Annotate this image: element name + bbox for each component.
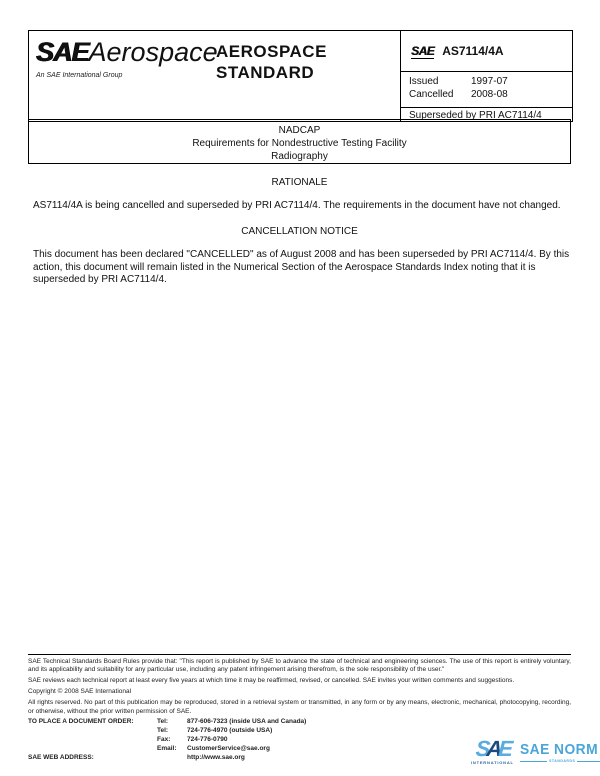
title-line-requirements: Requirements for Nondestructive Testing Facility <box>192 138 407 149</box>
issued-label: Issued <box>409 76 439 88</box>
dates-row <box>401 72 572 108</box>
document-type-line1: AEROSPACE <box>216 42 327 61</box>
tagline-dash-left <box>520 761 547 762</box>
rights-notice: All rights reserved. No part of this publication may be reproduced, stored in a retrieval system or transmitted, in any form or by any means, electronic, mechanical, photocopying, recording, or otherwise, without the prior written permission of SAE. <box>28 699 571 715</box>
rationale-paragraph: AS7114/4A is being cancelled and superseded by PRI AC7114/4. The requirements in the document have not changed. <box>33 200 561 211</box>
document-number: AS7114/4A <box>442 44 504 59</box>
header-right-cell <box>400 31 572 121</box>
tagline-dash-right <box>577 761 600 762</box>
sae-norm-logo <box>471 736 600 765</box>
cancelled-line <box>409 88 572 101</box>
logo-tagline: An SAE International Group <box>36 72 123 79</box>
sae-mark-a: A <box>485 736 500 761</box>
sae-norm-wordmark <box>520 739 600 763</box>
contact-value: 877-606-7323 (inside USA and Canada) <box>187 718 307 726</box>
sae-norm-name: SAE NORM <box>519 741 598 758</box>
web-address-value: http://www.sae.org <box>187 753 245 761</box>
contact-value: 724-776-4970 (outside USA) <box>187 727 273 735</box>
sae-aerospace-wordmark <box>36 39 218 70</box>
footer-divider <box>28 654 571 655</box>
contact-value: 724-776-0790 <box>187 736 228 744</box>
cancellation-paragraph: This document has been declared "CANCELLED" as of August 2008 and has been superseded by PRI AC7114/4. By this action, this document will remain listed in the Numerical Section of the Aerospace Standards Index noting that it is superseded by PRI AC7114/4. <box>33 249 570 286</box>
contact-value: CustomerService@sae.org <box>187 744 270 752</box>
spacer <box>28 745 157 754</box>
document-type-line2: STANDARD <box>216 63 315 82</box>
issued-line <box>409 75 572 88</box>
sae-mark-letters <box>470 736 514 761</box>
contact-label: Tel: <box>157 727 169 735</box>
copyright-line: Copyright © 2008 SAE International <box>28 688 132 696</box>
sae-logo-small: SAE <box>411 43 435 58</box>
contact-label: Email: <box>157 744 177 752</box>
sae-international-mark <box>471 736 514 765</box>
legal-notice-2: SAE reviews each technical report at least every five years at which time it may be reaffirmed, revised, or cancelled. SAE invites your written comments and suggestions. <box>28 677 515 685</box>
rationale-heading: RATIONALE <box>271 177 328 188</box>
cancelled-label: Cancelled <box>409 89 454 101</box>
sae-aerospace-logo <box>36 39 218 79</box>
sae-norm-tagline: STANDARDS <box>549 759 576 763</box>
document-type <box>216 41 327 83</box>
title-box <box>28 119 571 164</box>
sae-logo-text: SAE <box>36 37 89 67</box>
order-label: TO PLACE A DOCUMENT ORDER: <box>28 718 134 726</box>
title-line-radiography: Radiography <box>271 151 328 162</box>
sae-norm-tagline-row <box>520 759 600 763</box>
sae-mark-s: S <box>474 736 488 761</box>
superseded-note: Superseded by PRI AC7114/4 <box>409 110 542 121</box>
header-box <box>28 30 573 122</box>
web-address-label: SAE WEB ADDRESS: <box>28 753 94 761</box>
legal-notice-1: SAE Technical Standards Board Rules provide that: "This report is published by SAE to advance the state of technical and engineering sciences. The use of this report is entirely voluntary, and its applicability and suitability for any particular use, including any patent infringement arising therefrom, is the sole responsibility of the user." <box>28 658 571 674</box>
title-line-nadcap: NADCAP <box>278 125 321 136</box>
cancelled-value: 2008-08 <box>471 89 508 101</box>
aerospace-logo-text: Aerospace <box>88 37 218 67</box>
sae-mark-international: INTERNATIONAL <box>471 760 514 765</box>
contact-label: Tel: <box>157 718 169 726</box>
document-number-row <box>401 31 572 72</box>
issued-value: 1997-07 <box>471 76 508 88</box>
spacer <box>28 736 157 745</box>
spacer <box>28 727 157 736</box>
header-left-cell <box>29 31 400 121</box>
spacer <box>157 754 187 763</box>
cancellation-heading: CANCELLATION NOTICE <box>241 226 358 237</box>
contact-label: Fax: <box>157 736 171 744</box>
sae-mark-e: E <box>497 736 510 761</box>
